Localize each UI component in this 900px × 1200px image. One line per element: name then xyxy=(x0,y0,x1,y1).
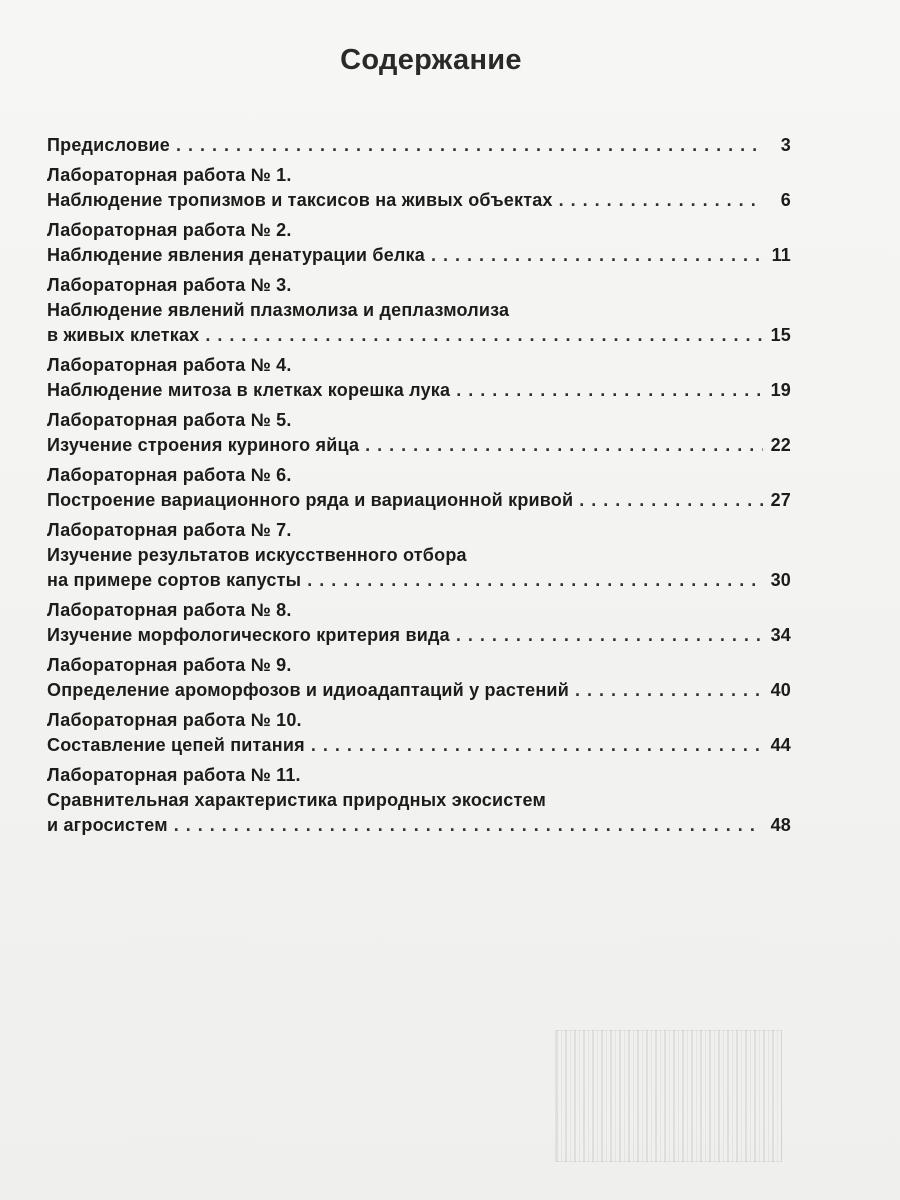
toc-entry-title-line: Наблюдение явлений плазмолиза и деплазмолиза xyxy=(47,300,510,320)
toc-entry-text: Изучение морфологического критерия вида xyxy=(47,625,450,645)
toc-entry-final-line xyxy=(47,323,791,348)
toc-entry-text: и агросистем xyxy=(47,815,168,835)
toc-entry-heading: Лабораторная работа № 3. xyxy=(47,275,292,295)
toc-entry-lab-9[interactable] xyxy=(47,653,791,703)
toc-entry-lab-11[interactable] xyxy=(47,763,791,838)
page-number: 27 xyxy=(770,490,791,510)
page-number: 40 xyxy=(770,680,791,700)
page-number: 19 xyxy=(770,380,791,400)
toc-entry-heading: Лабораторная работа № 10. xyxy=(47,710,302,730)
toc-entry-heading: Лабораторная работа № 4. xyxy=(47,355,292,375)
toc-entry-lab-7[interactable] xyxy=(47,518,791,593)
toc-entry-text: на примере сортов капусты xyxy=(47,570,302,590)
toc-entry-text: Предисловие xyxy=(47,135,170,155)
toc-entry-lab-1[interactable] xyxy=(47,163,791,213)
toc-entry-final-line xyxy=(47,623,791,648)
toc-entry-text: Построение вариационного ряда и вариационной кривой xyxy=(47,490,574,510)
page-number: 6 xyxy=(780,190,791,210)
toc-entry-text: Определение ароморфозов и идиоадаптаций у растений xyxy=(47,680,569,700)
dot-leader xyxy=(579,488,763,513)
bleed-through-artifact xyxy=(395,95,399,112)
toc-entry-lab-3[interactable] xyxy=(47,273,791,348)
toc-entry-lab-2[interactable] xyxy=(47,218,791,268)
page-number: 11 xyxy=(771,245,791,265)
toc-entry-preface[interactable] xyxy=(47,133,791,158)
toc-entry-lab-10[interactable] xyxy=(47,708,791,758)
toc-entry-final-line xyxy=(47,378,791,403)
page-title: Содержание xyxy=(340,44,522,76)
toc-entry-final-line xyxy=(47,433,791,458)
toc-entry-final-line xyxy=(47,733,791,758)
table-of-contents xyxy=(47,133,791,843)
toc-entry-text: в живых клетках xyxy=(47,325,200,345)
bleed-through-barcode xyxy=(555,1030,782,1162)
toc-entry-text: Изучение строения куриного яйца xyxy=(47,435,360,455)
toc-entry-lab-6[interactable] xyxy=(47,463,791,513)
dot-leader xyxy=(311,733,763,758)
toc-entry-final-line xyxy=(47,568,791,593)
dot-leader xyxy=(559,188,763,213)
toc-entry-heading: Лабораторная работа № 1. xyxy=(47,165,292,185)
toc-entry-text: Наблюдение митоза в клетках корешка лука xyxy=(47,380,451,400)
toc-entry-lab-8[interactable] xyxy=(47,598,791,648)
toc-entry-final-line xyxy=(47,813,791,838)
toc-entry-heading: Лабораторная работа № 8. xyxy=(47,600,292,620)
toc-entry-final-line xyxy=(47,488,791,513)
page-number: 44 xyxy=(770,735,791,755)
toc-entry-final-line xyxy=(47,133,791,158)
toc-entry-heading: Лабораторная работа № 11. xyxy=(47,765,301,785)
dot-leader xyxy=(176,133,763,158)
dot-leader xyxy=(456,378,763,403)
dot-leader xyxy=(365,433,763,458)
toc-entry-text: Наблюдение тропизмов и таксисов на живых объектах xyxy=(47,190,553,210)
toc-entry-final-line xyxy=(47,678,791,703)
dot-leader xyxy=(431,243,763,268)
dot-leader xyxy=(174,813,763,838)
toc-entry-text: Наблюдение явления денатурации белка xyxy=(47,245,425,265)
toc-entry-heading: Лабораторная работа № 6. xyxy=(47,465,292,485)
page-number: 30 xyxy=(770,570,791,590)
toc-entry-lab-5[interactable] xyxy=(47,408,791,458)
dot-leader xyxy=(307,568,763,593)
page-number: 15 xyxy=(770,325,791,345)
page-number: 34 xyxy=(770,625,791,645)
toc-entry-final-line xyxy=(47,188,791,213)
dot-leader xyxy=(456,623,763,648)
toc-entry-heading: Лабораторная работа № 9. xyxy=(47,655,292,675)
toc-entry-lab-4[interactable] xyxy=(47,353,791,403)
toc-entry-heading: Лабораторная работа № 7. xyxy=(47,520,292,540)
toc-entry-text: Составление цепей питания xyxy=(47,735,305,755)
dot-leader xyxy=(205,323,763,348)
dot-leader xyxy=(575,678,763,703)
toc-entry-heading: Лабораторная работа № 5. xyxy=(47,410,292,430)
page-number: 3 xyxy=(780,135,791,155)
toc-entry-heading: Лабораторная работа № 2. xyxy=(47,220,292,240)
toc-entry-final-line xyxy=(47,243,791,268)
page-number: 48 xyxy=(770,815,791,835)
toc-entry-title-line: Изучение результатов искусственного отбора xyxy=(47,545,467,565)
toc-entry-title-line: Сравнительная характеристика природных экосистем xyxy=(47,790,546,810)
page-number: 22 xyxy=(770,435,791,455)
